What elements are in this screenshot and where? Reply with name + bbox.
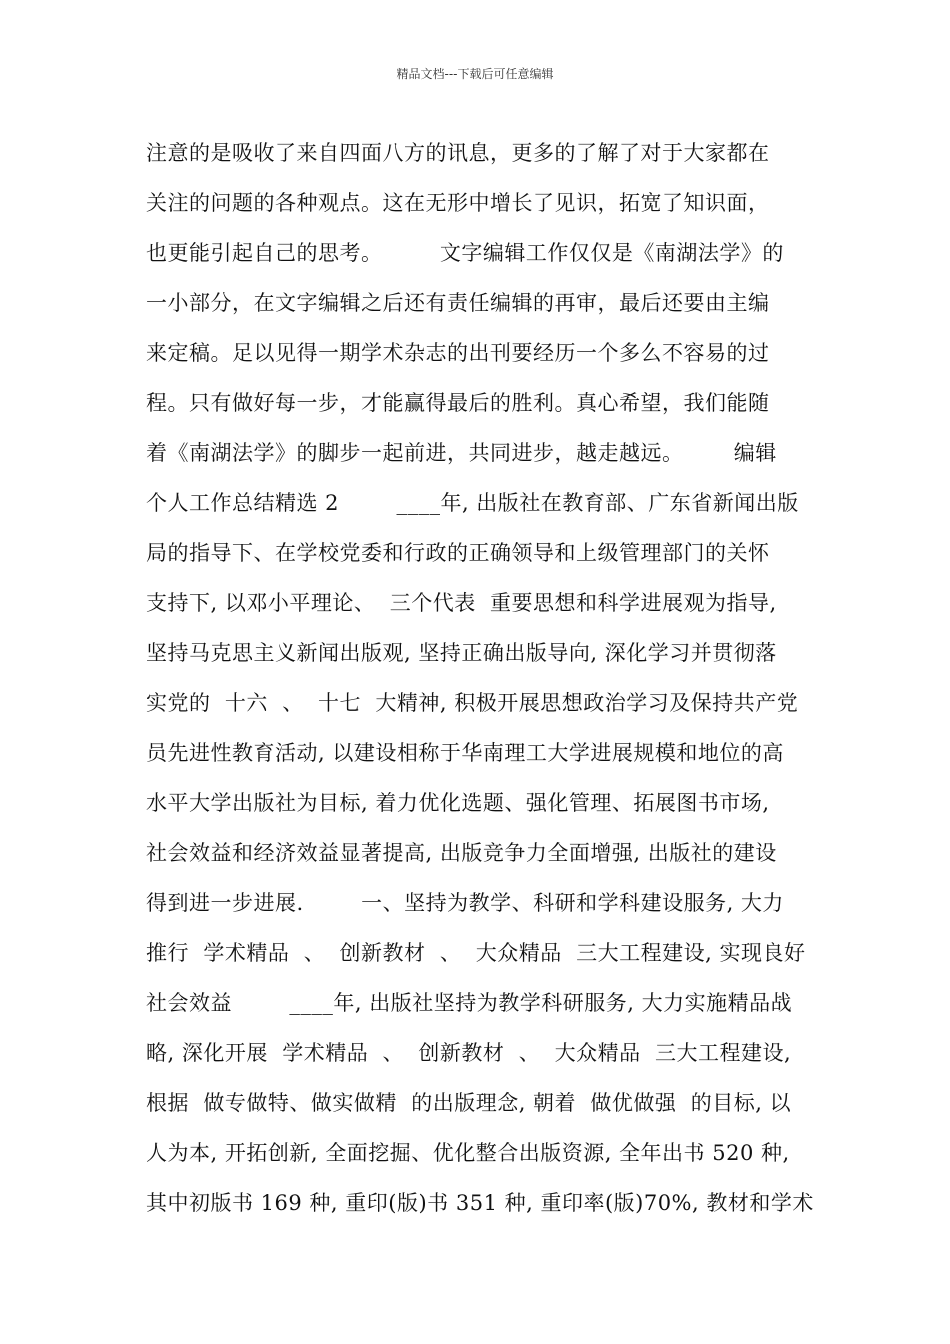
text-line: 坚持马克思主义新闻出版观, 坚持正确出版导向, 深化学习并贯彻落	[146, 641, 777, 665]
text-line: 略, 深化开展 学术精品 、 创新教材 、 大众精品 三大工程建设,	[146, 1041, 792, 1065]
text-line: 社会效益 ____年, 出版社坚持为教学科研服务, 大力实施精品战	[146, 991, 793, 1015]
text-line: 注意的是吸收了来自四面八方的讯息，更多的了解了对于大家都在	[146, 141, 770, 165]
page-header: 精品文档---下载后可任意编辑	[396, 67, 554, 81]
text-line: 来定稿。足以见得一期学术杂志的出刊要经历一个多么不容易的过	[146, 341, 770, 365]
text-line: 得到进一步进展. 一、坚持为教学、科研和学科建设服务, 大力	[146, 891, 784, 915]
text-line: 推行 学术精品 、 创新教材 、 大众精品 三大工程建设, 实现良好	[146, 941, 806, 965]
text-line: 实党的 十六 、 十七 大精神, 积极开展思想政治学习及保持共产党	[146, 691, 799, 715]
text-line: 也更能引起自己的思考。 文字编辑工作仅仅是《南湖法学》的	[146, 241, 784, 265]
text-line: 着《南湖法学》的脚步一起前进，共同进步，越走越远。 编辑	[146, 441, 777, 465]
text-line: 关注的问题的各种观点。这在无形中增长了见识，拓宽了知识面，	[146, 191, 770, 215]
text-line: 个人工作总结精选 2 ____年, 出版社在教育部、广东省新闻出版	[146, 491, 799, 515]
text-line: 员先进性教育活动, 以建设相称于华南理工大学进展规模和地位的高	[146, 741, 784, 765]
text-line: 人为本, 开拓创新, 全面挖掘、优化整合出版资源, 全年出书 520 种,	[146, 1141, 790, 1165]
text-line: 水平大学出版社为目标, 着力优化选题、强化管理、拓展图书市场,	[146, 791, 770, 815]
text-line: 一小部分，在文字编辑之后还有责任编辑的再审，最后还要由主编	[146, 291, 770, 315]
text-line: 局的指导下、在学校党委和行政的正确领导和上级管理部门的关怀	[146, 541, 770, 565]
text-line: 支持下, 以邓小平理论、 三个代表 重要思想和科学进展观为指导,	[146, 591, 777, 615]
text-line: 根据 做专做特、做实做精 的出版理念, 朝着 做优做强 的目标, 以	[146, 1091, 792, 1115]
text-line: 社会效益和经济效益显著提高, 出版竞争力全面增强, 出版社的建设	[146, 841, 777, 865]
document-body	[146, 132, 816, 1232]
text-line: 其中初版书 169 种, 重印(版)书 351 种, 重印率(版)70%, 教材和学术	[146, 1191, 814, 1215]
text-line: 程。只有做好每一步，才能赢得最后的胜利。真心希望，我们能随	[146, 391, 770, 415]
